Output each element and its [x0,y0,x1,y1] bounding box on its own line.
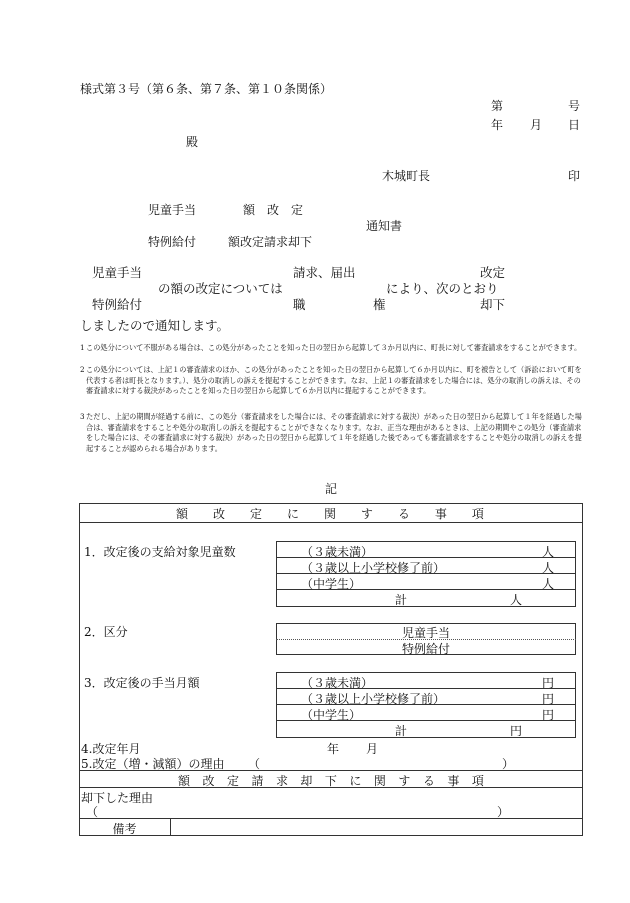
form-number: 様式第３号（第６条、第７条、第１０条関係） [80,82,333,96]
body-amount-change-text: の額の改定については [158,281,283,296]
title-notice: 通知書 [366,219,403,233]
section1-header-char: 関 [323,507,336,521]
item3-row-label: （中学生） [301,708,362,722]
note-3-number: 3 [80,412,85,421]
section1-header-char: る [397,507,410,521]
title-change-rejected: 額改定請求却下 [228,235,313,249]
doc-number-suffix: 号 [568,99,581,113]
item3-row-unit: 円 [542,676,555,690]
item1-row-label: （３歳未満） [301,545,374,559]
item4-year: 年 [327,742,340,756]
section2-header-char: 却 [300,774,313,788]
item1-total-unit: 人 [510,593,523,607]
reject-reason-open-paren: （ [86,805,99,819]
item1-row-unit: 人 [542,561,555,575]
date-day: 日 [568,118,581,132]
body-following: により、次のとおり [386,281,499,296]
date-month: 月 [530,118,543,132]
item3-row-unit: 円 [542,708,555,722]
reject-reason-close-paren: ） [497,805,510,819]
divider [170,818,171,836]
title-allowance-special: 特例給付 [148,235,197,249]
item3-total-unit: 円 [510,724,523,738]
note-2 [80,365,586,397]
item3-total-label: 計 [395,724,408,738]
reject-reason-label: 却下した理由 [81,791,154,805]
seal-mark: 印 [568,169,581,183]
body-ex-officio-1: 職 [293,297,306,312]
body-ex-officio-2: 権 [373,297,386,312]
section1-header [176,505,484,522]
section1-header-char: 事 [434,507,447,521]
section2-header-char: 求 [275,774,288,788]
item5-close-paren: ） [502,757,515,771]
section2-header-char: 事 [447,774,460,788]
note-2-number: 2 [80,365,85,374]
item1-total-label: 計 [395,593,408,607]
item3-row-unit: 円 [542,692,555,706]
note-2-text: この処分については、上記１の審査請求のほか、この処分があったことを知った日の翌日から起算して６か月以内に、町を被告として（訴訟において町を代表する者は町長となります。）、処分の取消しの訴えを提起することができます。なお、上記１の審査請求をした場合には、処分の取消しの訴えは、その審査請求に対する裁決があったことを知った日の翌日から起算して６か月以内に提起することができます。 [86,365,582,396]
section2-header-char: 額 [178,774,191,788]
divider [79,522,583,523]
body-change: 改定 [480,265,506,280]
section2-header-char: 請 [251,774,264,788]
body-allowance-special: 特例給付 [92,297,143,312]
section2-header-char: に [349,774,362,788]
item5-open-paren: （ [248,757,261,771]
category-option-child: 児童手当 [401,626,450,640]
date-year: 年 [491,118,504,132]
section1-header-char: 項 [471,507,484,521]
doc-number-prefix: 第 [491,99,504,113]
recipient-honorific: 殿 [186,135,199,149]
section1-header-char: 額 [176,507,189,521]
section2-header-char: 関 [373,774,386,788]
item3-label: 3．改定後の手当月額 [84,676,200,690]
item1-row-unit: 人 [542,577,555,591]
section2-header-char: 項 [471,774,484,788]
section2-header-char: す [398,774,411,788]
divider [79,818,583,819]
section2-header-char: 下 [324,774,337,788]
item1-row-label: （中学生） [301,577,362,591]
item4-month: 月 [366,742,379,756]
item1-label: 1．改定後の支給対象児童数 [84,545,236,559]
category-option-special: 特例給付 [401,642,450,656]
item1-row-label: （３歳以上小学校修了前） [301,561,446,575]
divider [79,770,583,771]
note-1 [80,343,586,354]
title-allowance-child: 児童手当 [148,203,197,217]
section2-header-char: 改 [202,774,215,788]
section1-header-char: す [360,507,373,521]
item4-label: 4.改定年月 [81,742,141,756]
item5-label: 5.改定（増・減額）の理由 [81,757,225,771]
section2-header-char: る [422,774,435,788]
item2-label: 2．区分 [84,625,128,639]
item3-row-label: （３歳未満） [301,676,374,690]
item3-row-label: （３歳以上小学校修了前） [301,692,446,706]
note-3-text: ただし、上記の期間が経過する前に、この処分（審査請求をした場合には、その審査請求に対する裁決）があった日の翌日から起算して１年を経過した場合は、審査請求をすることや処分の取消しの訴えを提起することができなくなります。なお、正当な理由があるときは、上記の期間やこの処分（審査請求をした場合には、その審査請求に対する裁決）があった日の翌日から起算して１年を経過した後であっても審査請求をすることや処分の取消しの訴えを提起することが認められる場合があります。 [86,412,582,453]
remarks-label: 備考 [112,822,137,836]
item1-row-unit: 人 [542,545,555,559]
body-allowance-child: 児童手当 [92,265,143,280]
note-3 [80,412,586,454]
divider [79,787,583,788]
note-1-number: 1 [80,343,85,352]
issuer-name: 木城町長 [382,169,431,183]
section1-header-char: 改 [212,507,225,521]
section1-header-char: 定 [249,507,262,521]
section1-header-char: に [286,507,299,521]
note-1-text: この処分について不服がある場合は、この処分があったことを知った日の翌日から起算して３か月以内に、町長に対して審査請求をすることができます。 [86,343,582,352]
title-amount-change: 額 改 定 [243,203,304,217]
body-request-report: 請求、届出 [293,265,356,280]
section2-header-char: 定 [226,774,239,788]
body-rejected: 却下 [480,297,506,312]
ki-heading: 記 [325,482,338,496]
body-closing: しましたので通知します。 [80,318,230,333]
